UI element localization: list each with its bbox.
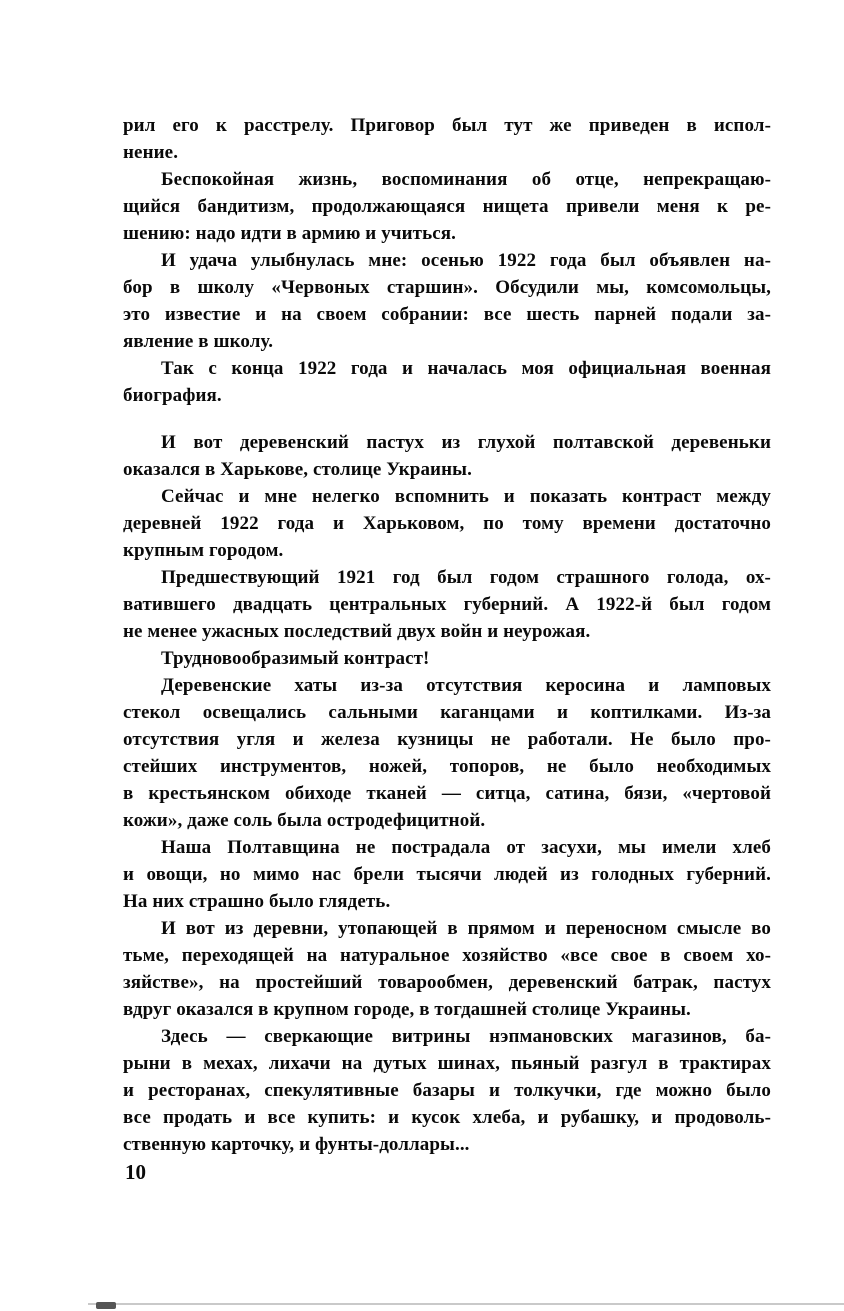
text-line: стекол освещались сальными каганцами и коптилками. Из-за <box>123 702 771 723</box>
text-line: оказался в Харькове, столице Украины. <box>123 459 472 480</box>
text-line: щийся бандитизм, продолжающаяся нищета привели меня к ре- <box>123 196 771 217</box>
text-line: рил его к расстрелу. Приговор был тут же приведен в испол- <box>123 115 771 136</box>
text-line: не менее ужасных последствий двух войн и неурожая. <box>123 621 591 642</box>
paragraph <box>123 834 771 915</box>
page-text <box>123 112 771 1158</box>
text-line: это известие и на своем собрании: все шесть парней подали за- <box>123 304 771 325</box>
paragraph <box>123 483 771 564</box>
text-line: На них страшно было глядеть. <box>123 891 391 912</box>
paragraph <box>123 915 771 1023</box>
text-line: в крестьянском обиходе тканей — ситца, сатина, бязи, «чертовой <box>123 783 771 804</box>
paragraph <box>123 429 771 483</box>
text-line: деревней 1922 года и Харьковом, по тому времени достаточно <box>123 513 771 534</box>
text-line: биография. <box>123 385 222 406</box>
text-line: Предшествующий 1921 год был годом страшного голода, ох- <box>161 567 771 588</box>
text-line: зяйстве», на простейший товарообмен, деревенский батрак, пастух <box>123 972 771 993</box>
paragraph <box>123 247 771 355</box>
paragraph <box>123 166 771 247</box>
text-line: ватившего двадцать центральных губерний. А 1922-й был годом <box>123 594 771 615</box>
text-line: отсутствия угля и железа кузницы не работали. Не было про- <box>123 729 771 750</box>
text-line: Беспокойная жизнь, воспоминания об отце, непрекращаю- <box>161 169 771 190</box>
text-line: и овощи, но мимо нас брели тысячи людей из голодных губерний. <box>123 864 771 885</box>
text-line: И вот деревенский пастух из глухой полтавской деревеньки <box>161 432 771 453</box>
text-line: И вот из деревни, утопающей в прямом и переносном смысле во <box>161 918 771 939</box>
text-line: Сейчас и мне нелегко вспомнить и показать контраст между <box>161 486 771 507</box>
paragraph <box>123 645 771 672</box>
text-line: кожи», даже соль была остродефицитной. <box>123 810 486 831</box>
text-line: Трудновообразимый контраст! <box>161 648 430 669</box>
text-line: и ресторанах, спекулятивные базары и толкучки, где можно было <box>123 1080 771 1101</box>
paragraph <box>123 672 771 834</box>
text-line: шению: надо идти в армию и учиться. <box>123 223 457 244</box>
text-line: Так с конца 1922 года и началась моя официальная военная <box>161 358 771 379</box>
paragraph <box>123 112 771 166</box>
text-line: вдруг оказался в крупном городе, в тогдашней столице Украины. <box>123 999 691 1020</box>
text-line: нение. <box>123 142 179 163</box>
text-line: ственную карточку, и фунты-доллары... <box>123 1134 470 1155</box>
text-line: тьме, переходящей на натуральное хозяйство «все свое в своем хо- <box>123 945 771 966</box>
text-line: бор в школу «Червоных старшин». Обсудили мы, комсомольцы, <box>123 277 771 298</box>
scan-edge-line <box>88 1303 844 1305</box>
text-line: Деревенские хаты из-за отсутствия керосина и ламповых <box>161 675 771 696</box>
text-line: стейших инструментов, ножей, топоров, не было необходимых <box>123 756 771 777</box>
text-line: явление в школу. <box>123 331 274 352</box>
text-line: рыни в мехах, лихачи на дутых шинах, пьяный разгул в трактирах <box>123 1053 771 1074</box>
scan-edge-mark <box>96 1302 116 1309</box>
page-number: 10 <box>125 1160 146 1184</box>
text-line: Наша Полтавщина не пострадала от засухи, мы имели хлеб <box>161 837 771 858</box>
text-line: Здесь — сверкающие витрины нэпмановских магазинов, ба- <box>161 1026 771 1047</box>
text-line: все продать и все купить: и кусок хлеба, и рубашку, и продоволь- <box>123 1107 771 1128</box>
paragraph <box>123 1023 771 1158</box>
paragraph <box>123 355 771 409</box>
text-line: крупным городом. <box>123 540 284 561</box>
paragraph <box>123 564 771 645</box>
text-line: И удача улыбнулась мне: осенью 1922 года был объявлен на- <box>161 250 771 271</box>
